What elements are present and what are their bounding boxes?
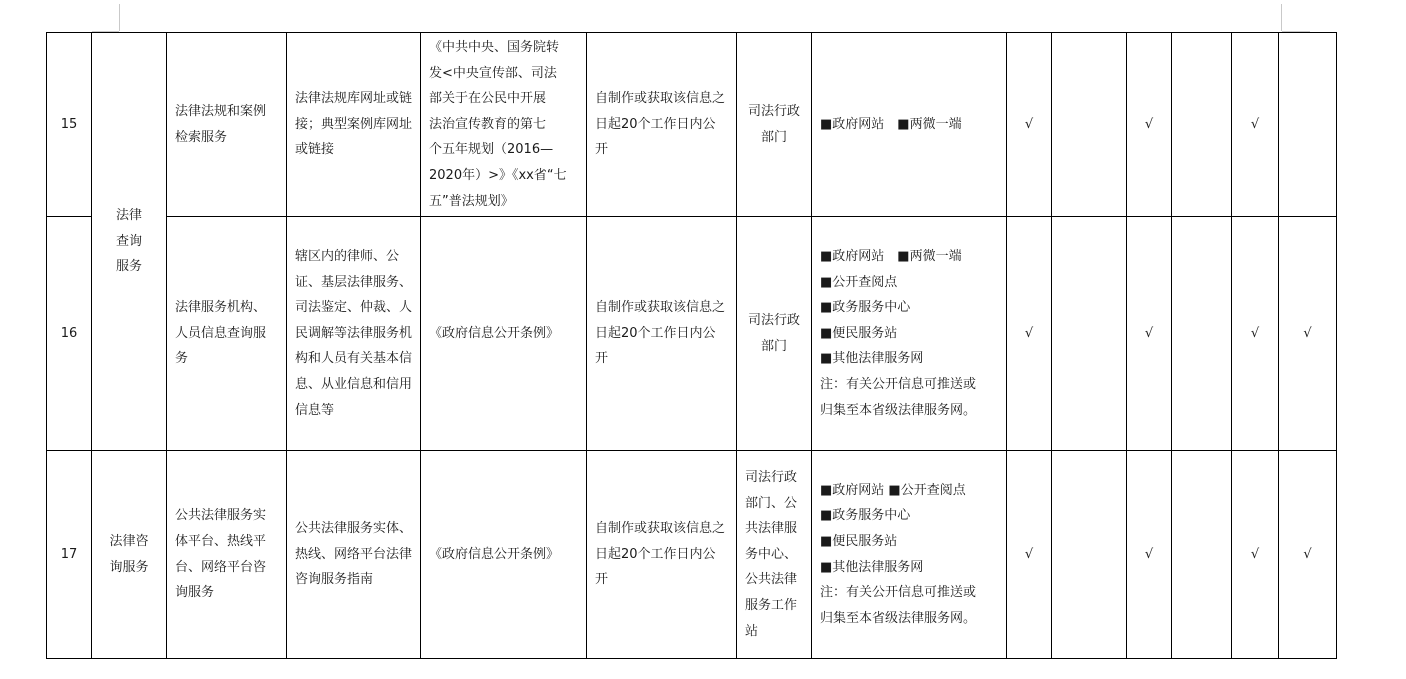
check-cell [1172,451,1232,659]
channel-line: ■政府网站 ■两微一端 [820,116,962,132]
check-cell [1279,33,1337,217]
note-line: 归集至本省级法律服务网。 [820,402,977,418]
category-label: 法律查询服务 [115,208,142,275]
check-cell: √ [1127,217,1172,451]
channel-line: ■便民服务站 [820,534,898,550]
item-cell: 公共法律服务实体平台、热线平台、网络平台咨询服务 [167,451,287,659]
channel-line: ■其他法律服务网 [820,351,924,367]
check-cell: √ [1232,451,1279,659]
check-cell [1172,217,1232,451]
basis-line: 法治宣传教育的第七 [429,116,547,132]
channel-line: ■政府网站 ■两微一端 [820,249,962,265]
channels-cell [812,451,1007,659]
time-limit-cell: 自制作或获取该信息之日起20个工作日内公开 [587,33,737,217]
basis-line: 2020年）>》《xx省“七 [429,167,567,183]
check-cell: √ [1279,451,1337,659]
basis-line: 个五年规划（2016— [429,142,554,158]
channel-line: ■政府网站 ■公开查阅点 [820,482,966,498]
channel-line: ■便民服务站 [820,325,898,341]
note-line: 注：有关公开信息可推送或 [820,377,977,393]
check-cell [1172,33,1232,217]
row-number: 17 [47,451,92,659]
check-cell: √ [1127,451,1172,659]
table-row [47,451,1337,659]
check-cell [1052,33,1127,217]
time-limit-cell: 自制作或获取该信息之日起20个工作日内公开 [587,217,737,451]
basis-cell: 《政府信息公开条例》 [421,451,587,659]
channel-line: ■政务服务中心 [820,508,911,524]
check-cell: √ [1127,33,1172,217]
category-cell [92,451,167,659]
subject-cell: 司法行政部门 [737,217,812,451]
check-cell: √ [1007,451,1052,659]
subject-cell: 司法行政部门 [737,33,812,217]
check-cell: √ [1232,217,1279,451]
item-cell: 法律法规和案例检索服务 [167,33,287,217]
check-cell: √ [1232,33,1279,217]
subject-cell: 司法行政部门、公共法律服务中心、公共法律服务工作站 [737,451,812,659]
note-line: 归集至本省级法律服务网。 [820,610,977,626]
crop-mark-right-vertical [1281,4,1282,31]
channels-cell [812,217,1007,451]
note-line: 注：有关公开信息可推送或 [820,585,977,601]
channel-line: ■政务服务中心 [820,300,911,316]
basis-cell: 《政府信息公开条例》 [421,217,587,451]
check-cell: √ [1007,217,1052,451]
category-cell [92,33,167,451]
category-label: 法律咨询服务 [109,534,149,575]
check-cell [1052,451,1127,659]
time-limit-cell: 自制作或获取该信息之日起20个工作日内公开 [587,451,737,659]
check-cell [1052,217,1127,451]
check-cell: √ [1279,217,1337,451]
content-cell: 辖区内的律师、公证、基层法律服务、司法鉴定、仲裁、人民调解等法律服务机构和人员有关基本信息、从业信息和信用信息等 [287,217,421,451]
basis-line: 部关于在公民中开展 [429,91,547,107]
item-cell: 法律服务机构、人员信息查询服务 [167,217,287,451]
content-cell: 公共法律服务实体、热线、网络平台法律咨询服务指南 [287,451,421,659]
basis-cell [421,33,587,217]
basis-line: 《中共中央、国务院转 [429,40,560,55]
content-cell: 法律法规库网址或链接；典型案例库网址或链接 [287,33,421,217]
crop-mark-left-vertical [119,4,120,31]
row-number: 15 [47,33,92,217]
channels-cell [812,33,1007,217]
basis-line: 发<中央宣传部、司法 [429,65,557,81]
table-row [47,33,1337,217]
basis-line: 五”普法规划》 [429,193,514,209]
channel-line: ■其他法律服务网 [820,559,924,575]
channel-line: ■公开查阅点 [820,274,898,290]
check-cell: √ [1007,33,1052,217]
disclosure-table [46,32,1337,659]
row-number: 16 [47,217,92,451]
table-row [47,217,1337,451]
